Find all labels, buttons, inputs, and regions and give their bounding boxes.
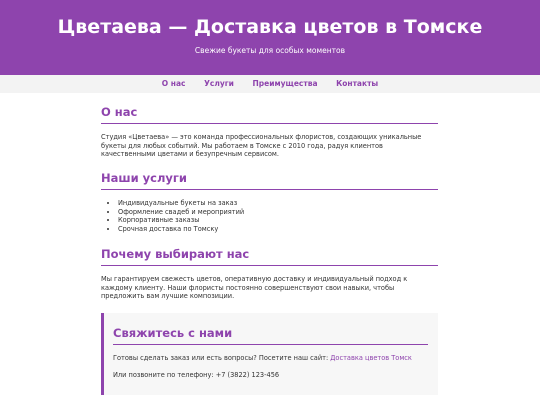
why-section <box>101 247 438 301</box>
contact-box <box>101 313 438 395</box>
site-title: Цветаева — Доставка цветов в Томске <box>57 16 483 38</box>
service-item: • Срочная доставка по Томску <box>118 225 438 234</box>
service-item: • Оформление свадеб и мероприятий <box>118 208 438 217</box>
about-section <box>101 105 438 159</box>
about-heading: О нас <box>101 105 438 124</box>
services-heading: Наши услуги <box>101 171 438 190</box>
website-link[interactable]: Доставка цветов Томск <box>330 354 412 362</box>
contact-heading: Свяжитесь с нами <box>113 326 428 345</box>
contact-website-line <box>113 354 428 363</box>
services-section <box>101 171 438 233</box>
nav-link-advantages[interactable]: Преимущества <box>252 79 318 88</box>
why-heading: Почему выбирают нас <box>101 247 438 266</box>
contact-website-text: Готовы сделать заказ или есть вопросы? Посетите наш сайт: <box>113 354 329 362</box>
why-text: Мы гарантируем свежесть цветов, оперативную доставку и индивидуальный подход к каждому клиенту. Наши флористы постоянно совершенствуют свои навыки, чтобы предложить вам лучшие композиции. <box>101 275 408 301</box>
about-text: Студия «Цветаева» — это команда профессиональных флористов, создающих уникальные букеты для любых событий. Мы работаем в Томске с 2010 года, радуя клиентов качественными цветами и безупречным сервисом. <box>101 133 422 159</box>
service-item: • Корпоративные заказы <box>118 216 438 225</box>
main-nav <box>0 75 540 93</box>
service-item: • Индивидуальные букеты на заказ <box>118 199 438 208</box>
site-header <box>0 0 540 75</box>
main-content <box>0 93 540 405</box>
nav-link-contacts[interactable]: Контакты <box>336 79 379 88</box>
nav-link-about[interactable]: О нас <box>161 79 186 88</box>
services-list <box>101 199 438 233</box>
contact-phone-line: Или позвоните по телефону: +7 (3822) 123-456 <box>113 370 280 379</box>
site-tagline: Свежие букеты для особых моментов <box>194 46 346 55</box>
nav-link-services[interactable]: Услуги <box>204 79 234 88</box>
